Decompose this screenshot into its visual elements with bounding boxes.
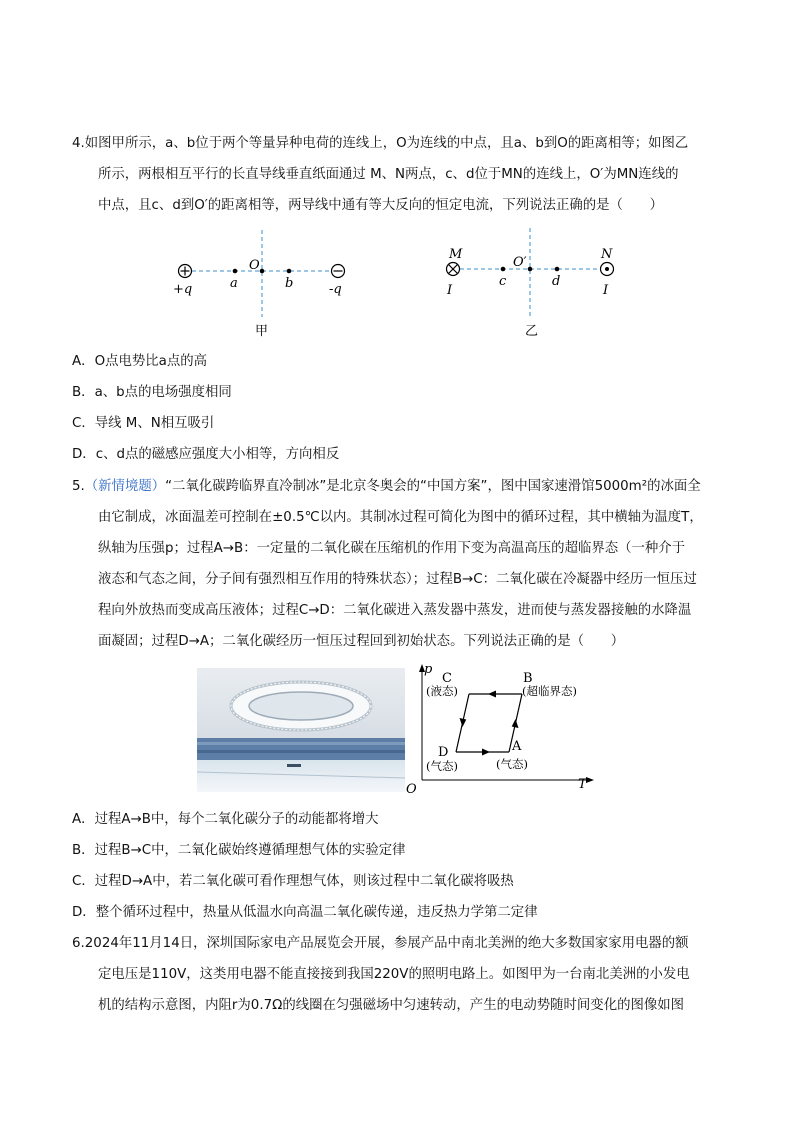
option-label: B．	[72, 385, 95, 400]
label-i-right: I	[603, 283, 609, 298]
option-label: C．	[72, 874, 95, 889]
arrow-b-to-c-icon	[488, 691, 496, 698]
option-label: D．	[72, 447, 96, 462]
caption-yi: 乙	[525, 324, 539, 339]
label-minus-q: -q	[329, 282, 342, 297]
option-text: 过程A→B中，每个二氧化碳分子的动能都将增大	[94, 812, 379, 827]
label-d-state: (气态)	[426, 759, 458, 773]
point-o-prime-dot	[528, 267, 533, 272]
q4-option-a	[72, 352, 207, 372]
label-a: a	[230, 276, 238, 291]
option-label: B．	[72, 843, 95, 858]
q4-line-2: 所示，两根相互平行的长直导线垂直纸面通过 M、N两点，c、d位于MN的连线上，O′为MN连线的	[98, 167, 679, 182]
q5-option-a	[72, 810, 379, 830]
q4-line-3: 中点，且c、d到O′的距离相等，两导线中通有等大反向的恒定电流，下列说法正确的是（ ）	[98, 198, 664, 213]
option-text: O点电势比a点的高	[94, 354, 208, 369]
label-b: b	[285, 276, 294, 291]
point-c-dot	[501, 267, 506, 272]
label-plus-q: +q	[173, 282, 193, 297]
option-label: A．	[72, 354, 95, 369]
pt-diagram	[400, 660, 600, 795]
q5-line-3: 纵轴为压强p；过程A→B：一定量的二氧化碳在压缩机的作用下变为高温高压的超临界态（一种介于	[98, 541, 686, 556]
q4-text-1: 如图甲所示，a、b位于两个等量异种电荷的连线上，O为连线的中点，且a、b到O的距离相等；如图乙	[84, 136, 689, 151]
q6-line-3: 机的结构示意图，内阻r为0.7Ω的线圈在匀强磁场中匀速转动，产生的电动势随时间变化的图像如图	[98, 998, 685, 1013]
label-c-state: (液态)	[426, 684, 458, 698]
label-c: c	[499, 274, 507, 289]
point-o-dot	[260, 269, 265, 274]
option-text: c、d点的磁感应强度大小相等，方向相反	[95, 447, 340, 462]
point-a-dot	[233, 269, 238, 274]
axis-t-label: T	[578, 777, 587, 792]
q4-option-d	[72, 445, 339, 465]
arrow-c-to-d-icon	[460, 718, 467, 727]
option-text: 导线 M、N相互吸引	[94, 416, 215, 431]
q5-text-1: “二氧化碳跨临界直冷制冰”是北京冬奥会的“中国方案”，图中国家速滑馆5000m²的冰面全	[165, 479, 701, 494]
option-text: 整个循环过程中，热量从低温水向高温二氧化碳传递，违反热力学第二定律	[95, 905, 538, 920]
label-a-point: A	[512, 739, 522, 754]
arrow-a-to-b-icon	[512, 719, 519, 728]
option-label: C．	[72, 416, 95, 431]
option-label: A．	[72, 812, 95, 827]
label-o: O	[249, 258, 260, 273]
negative-charge-icon	[332, 265, 345, 278]
q6-line-2: 定电压是110V，这类用电器不能直接接到我国220V的照明电路上。如图甲为一台南北美洲的小发电	[98, 967, 690, 982]
q5-line-6: 面凝固；过程D→A；二氧化碳经历一恒压过程回到初始状态。下列说法正确的是（ ）	[98, 634, 625, 649]
q4-line-1	[72, 134, 688, 154]
option-text: 过程B→C中，二氧化碳始终遵循理想气体的实验定律	[94, 843, 406, 858]
label-d-point: D	[438, 745, 449, 760]
q5-line-4: 液态和气态之间，分子间有强烈相互作用的特殊状态）；过程B→C：二氧化碳在冷凝器中经历一恒压过	[98, 572, 697, 587]
q6-line-1	[72, 934, 689, 954]
speed-skating-oval-photo	[197, 668, 405, 792]
option-text: 过程D→A中，若二氧化碳可看作理想气体，则该过程中二氧化碳将吸热	[94, 874, 514, 889]
label-a-state: (气态)	[496, 757, 528, 771]
q5-number: 5.	[72, 479, 85, 494]
q6-text-1: 2024年11月14日，深圳国际家电产品展览会开展，参展产品中南北美洲的绝大多数国家家用电器的额	[84, 936, 689, 951]
q4-option-c	[72, 414, 214, 434]
q6-number: 6.	[72, 936, 85, 951]
point-d-dot	[555, 267, 560, 272]
q5-tag: （新情境题）	[84, 479, 166, 494]
point-b-dot	[287, 269, 292, 274]
label-b-state: (超临界态)	[522, 684, 577, 698]
axis-p-label: p	[424, 662, 433, 677]
label-n: N	[601, 247, 613, 262]
caption-jia: 甲	[255, 324, 269, 339]
current-out-of-page-icon	[601, 263, 614, 276]
arrow-d-to-a-icon	[482, 749, 490, 756]
q5-option-b	[72, 841, 406, 861]
origin-label: O	[406, 782, 417, 795]
label-i-left: I	[447, 283, 453, 298]
q5-line-5: 程向外放热而变成高压液体；过程C→D：二氧化碳进入蒸发器中蒸发，进而使与蒸发器接触的水降温	[98, 603, 692, 618]
label-c-point: C	[442, 671, 452, 686]
figure-jia	[165, 225, 365, 340]
label-m: M	[449, 247, 463, 262]
figure-yi	[435, 225, 635, 340]
option-label: D．	[72, 905, 96, 920]
q5-line-2: 由它制成，冰面温差可控制在±0.5℃以内。其制冰过程可简化为图中的循环过程，其中横轴为温度T，	[98, 510, 703, 525]
q5-option-c	[72, 872, 514, 892]
option-text: a、b点的电场强度相同	[94, 385, 232, 400]
positive-charge-icon	[179, 265, 192, 278]
q4-number: 4.	[72, 136, 85, 151]
label-d: d	[552, 274, 561, 289]
q5-line-1	[72, 477, 701, 497]
current-into-page-icon	[447, 263, 460, 276]
label-b-point: B	[523, 671, 533, 686]
label-o-prime: O′	[513, 255, 527, 270]
q4-option-b	[72, 383, 232, 403]
q5-option-d	[72, 903, 538, 923]
